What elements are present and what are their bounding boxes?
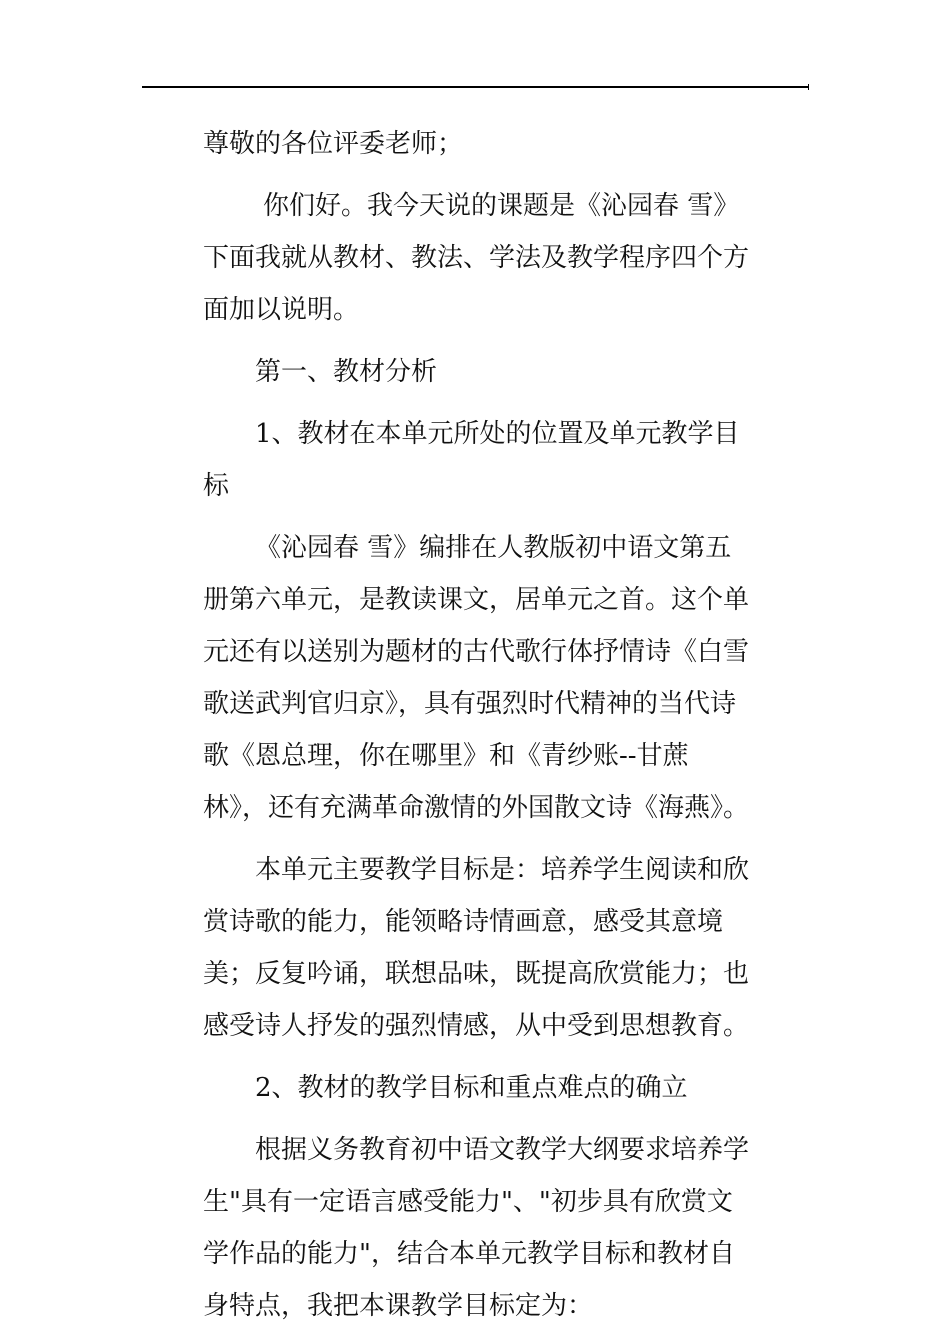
body-paragraph: 根据义务教育初中语文教学大纲要求培养学生"具有一定语言感受能力"、"初步具有欣赏文学作品的能力"，结合本单元教学目标和教材自身特点，我把本课教学目标定为： [203, 1135, 750, 1321]
document-body [203, 118, 751, 1332]
section-heading: 第一、教材分析 [255, 357, 438, 387]
subsection-heading: 2、教材的教学目标和重点难点的确立 [255, 1073, 688, 1103]
intro-paragraph: 你们好。我今天说的课题是《沁园春 雪》下面我就从教材、教法、学法及教学程序四个方面加以说明。 [203, 191, 750, 325]
header-rule-end-mark [808, 84, 809, 90]
subsection-heading: 1、教材在本单元所处的位置及单元教学目标 [203, 419, 740, 501]
header-rule [142, 86, 808, 88]
salutation-paragraph: 尊敬的各位评委老师； [203, 129, 464, 159]
body-paragraph: 本单元主要教学目标是：培养学生阅读和欣赏诗歌的能力，能领略诗情画意，感受其意境美；反复吟诵，联想品味，既提高欣赏能力；也感受诗人抒发的强烈情感，从中受到思想教育。 [203, 855, 750, 1041]
body-paragraph: 《沁园春 雪》编排在人教版初中语文第五册第六单元，是教读课文，居单元之首。这个单元还有以送别为题材的古代歌行体抒情诗《白雪歌送武判官归京》，具有强烈时代精神的当代诗歌《恩总理，你在哪里》和《青纱账--甘蔗林》，还有充满革命激情的外国散文诗《海燕》。 [203, 533, 750, 823]
